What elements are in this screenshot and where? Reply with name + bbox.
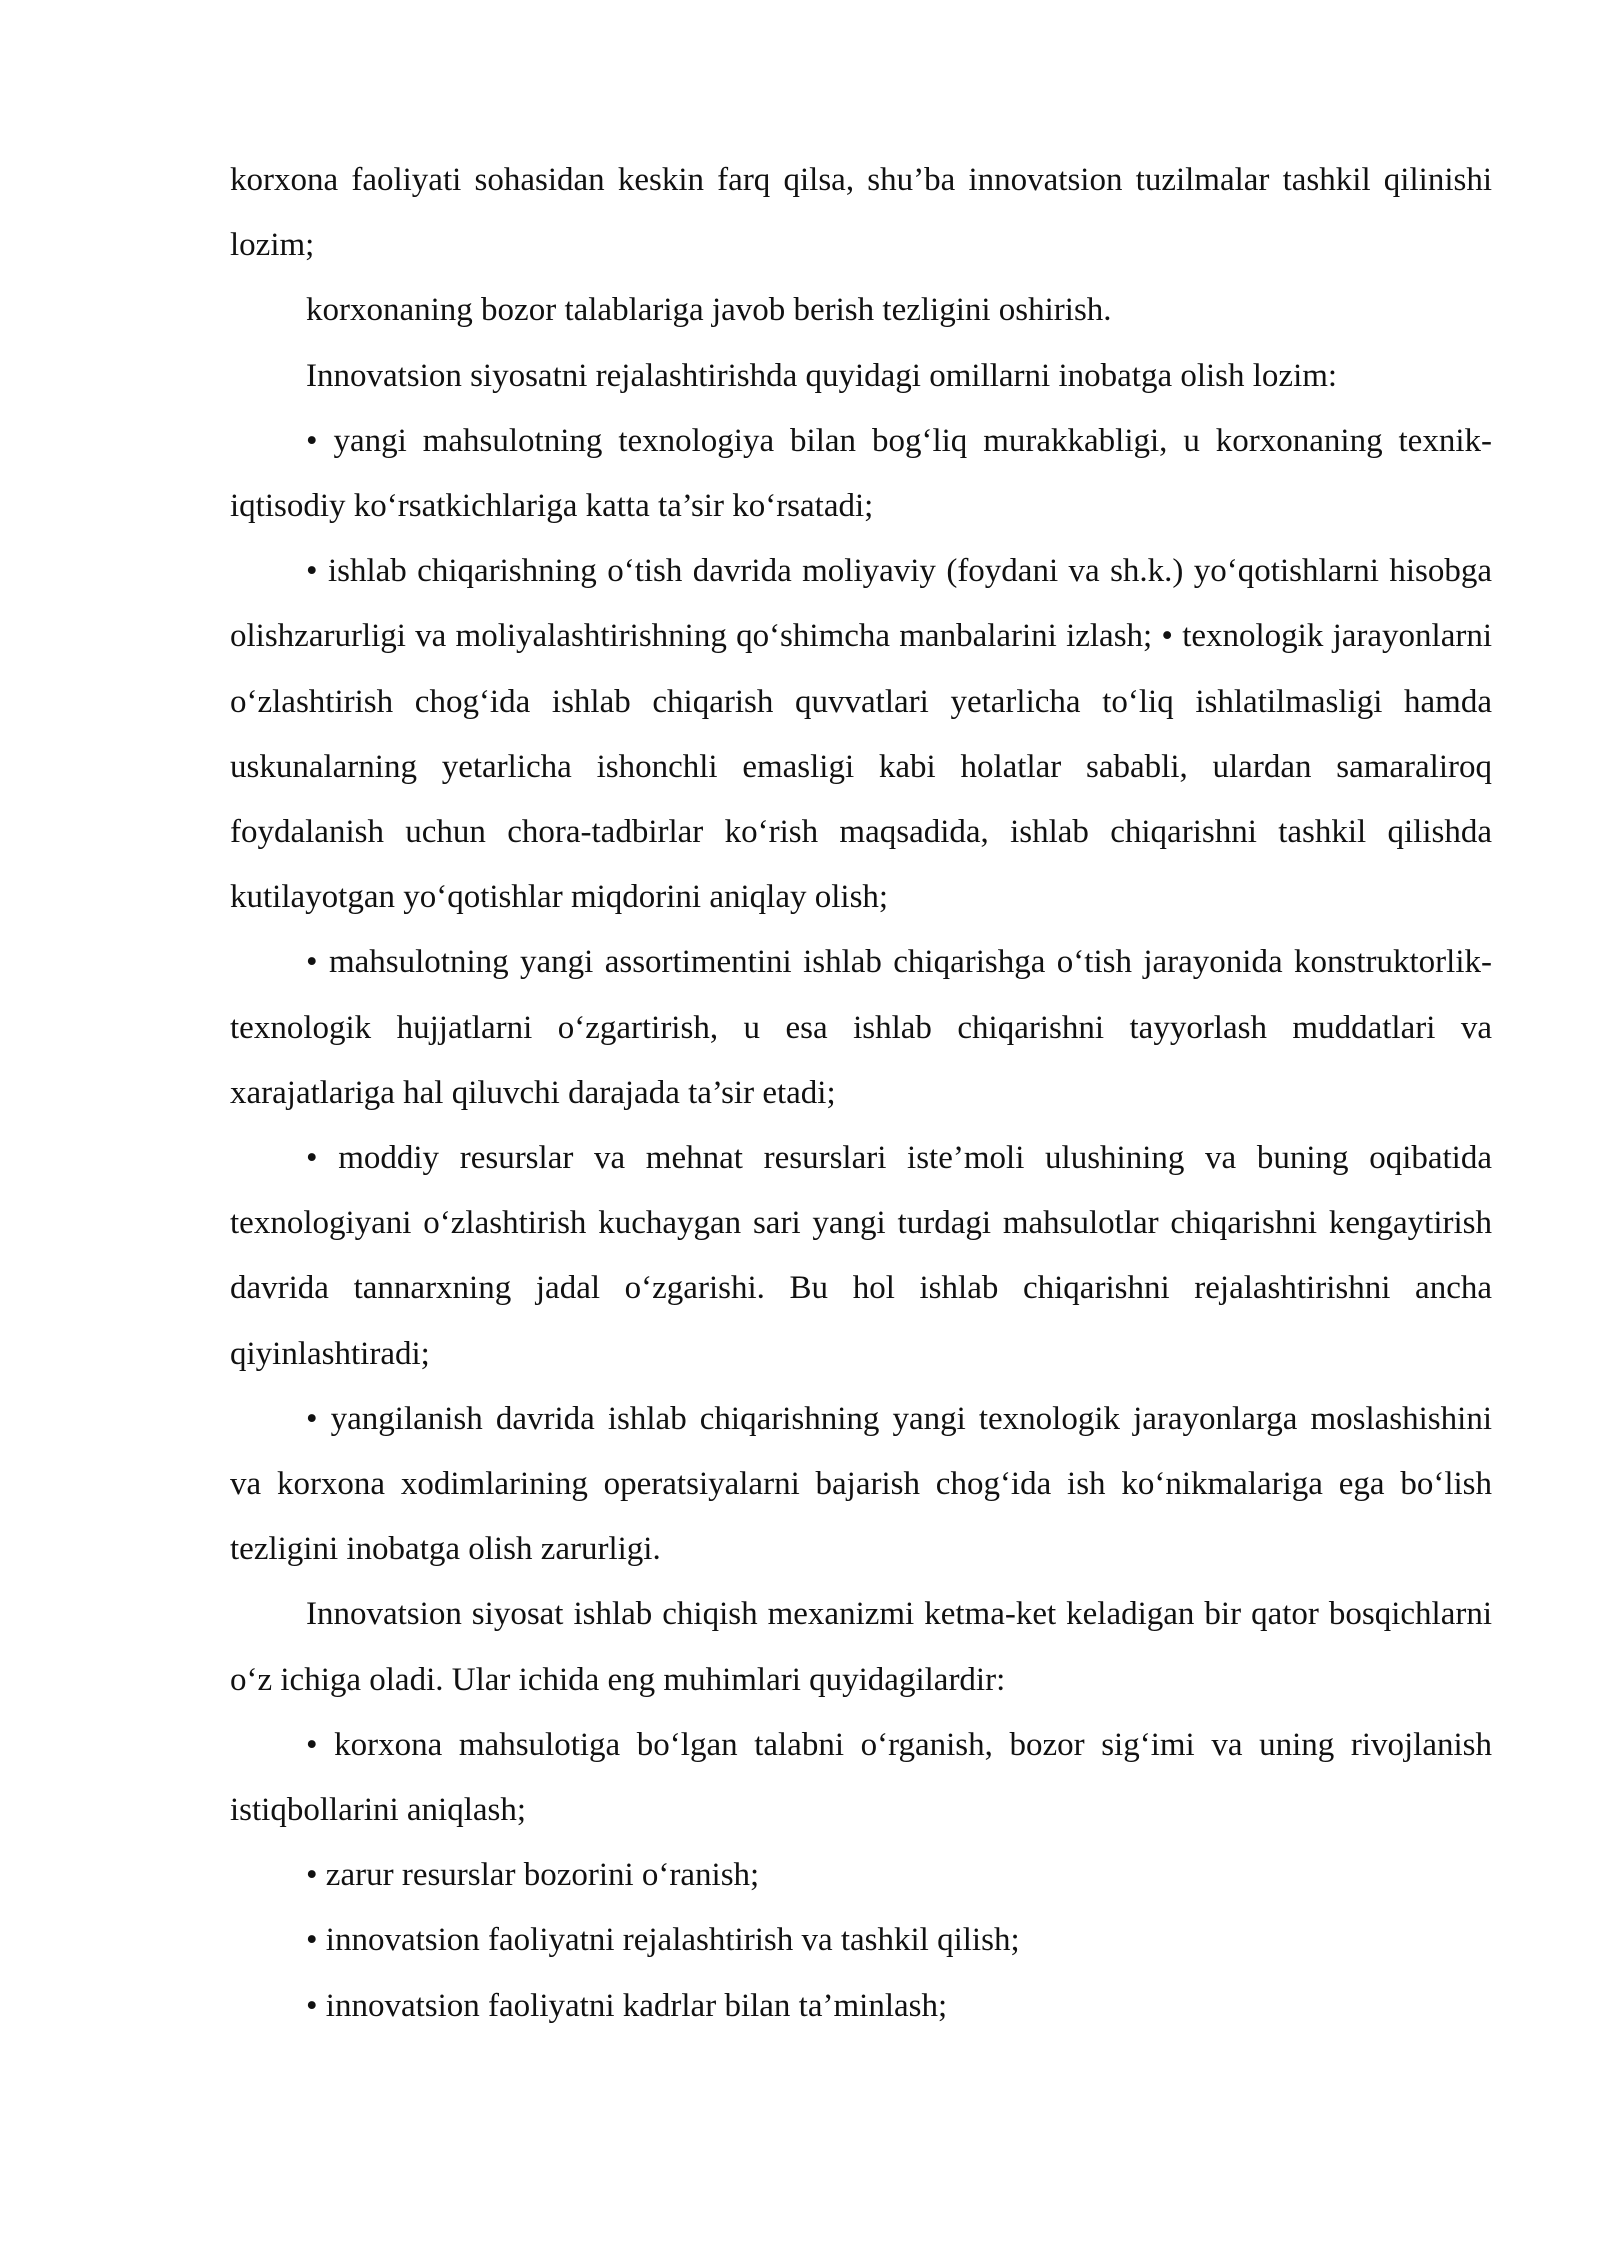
bullet-adaptation-speed: • yangilanish davrida ishlab chiqarishning yangi texnologik jarayonlarga moslashishini va korxona xodimlarining operatsiyalarni bajarish chog‘ida ish ko‘nikmalariga ega bo‘lish tezligini inobatga olish zarurligi.: [230, 1400, 1492, 1568]
bullet-assortment-documentation: • mahsulotning yangi assortimentini ishlab chiqarishga o‘tish jarayonida konstruktorlik-texnologik hujjatlarni o‘zgartirish, u esa ishlab chiqarishni tayyorlash muddatlari va xarajatlariga hal qiluvchi darajada ta’sir etadi;: [230, 944, 1492, 1111]
bullet-planning-organizing: • innovatsion faoliyatni rejalashtirish va tashkil qilish;: [306, 1922, 1020, 1959]
paragraph-continuation: korxona faoliyati sohasidan keskin farq qilsa, shu’ba innovatsion tuzilmalar tashkil qilinishi lozim;: [230, 162, 1492, 264]
bullet-staffing: • innovatsion faoliyatni kadrlar bilan ta’minlash;: [306, 1987, 948, 2024]
paragraph-market-speed: korxonaning bozor talablariga javob berish tezligini oshirish.: [306, 292, 1112, 329]
bullet-transition-losses: • ishlab chiqarishning o‘tish davrida moliyaviy (foydani va sh.k.) yo‘qotishlarni hisobga olishzarurligi va moliyalashtirishning qo‘shimcha manbalarini izlash; • texnologik jarayonlarni o‘zlashtirish chog‘ida ishlab chiqarish quvvatlari yetarlicha to‘liq ishlatilmasligi hamda uskunalarning yetarlicha ishonchli emasligi kabi holatlar sababli, ulardan samaraliroq foydalanish uchun chora-tadbirlar ko‘rish maqsadida, ishlab chiqarishni tashkil qilishda kutilayotgan yo‘qotishlar miqdorini aniqlay olish;: [230, 553, 1492, 916]
paragraph-mechanism-stages: Innovatsion siyosat ishlab chiqish mexanizmi ketma-ket keladigan bir qator bosqichlarni o‘z ichiga oladi. Ular ichida eng muhimlari quyidagilardir:: [230, 1596, 1492, 1698]
bullet-demand-study: • korxona mahsulotiga bo‘lgan talabni o‘rganish, bozor sig‘imi va uning rivojlanish istiqbollarini aniqlash;: [230, 1726, 1492, 1829]
document-page: [230, 148, 1492, 2039]
bullet-product-complexity: • yangi mahsulotning texnologiya bilan bog‘liq murakkabligi, u korxonaning texnik-iqtisodiy ko‘rsatkichlariga katta ta’sir ko‘rsatadi;: [230, 422, 1492, 525]
paragraph-factors-intro: Innovatsion siyosatni rejalashtirishda quyidagi omillarni inobatga olish lozim:: [306, 357, 1338, 394]
bullet-resource-market: • zarur resurslar bozorini o‘ranish;: [306, 1857, 760, 1894]
bullet-resource-consumption: • moddiy resurslar va mehnat resurslari iste’moli ulushining va buning oqibatida texnologiyani o‘zlashtirish kuchaygan sari yangi turdagi mahsulotlar chiqarishni kengaytirish davrida tannarxning jadal o‘zgarishi. Bu hol ishlab chiqarishni rejalashtirishni ancha qiyinlashtiradi;: [230, 1140, 1492, 1372]
